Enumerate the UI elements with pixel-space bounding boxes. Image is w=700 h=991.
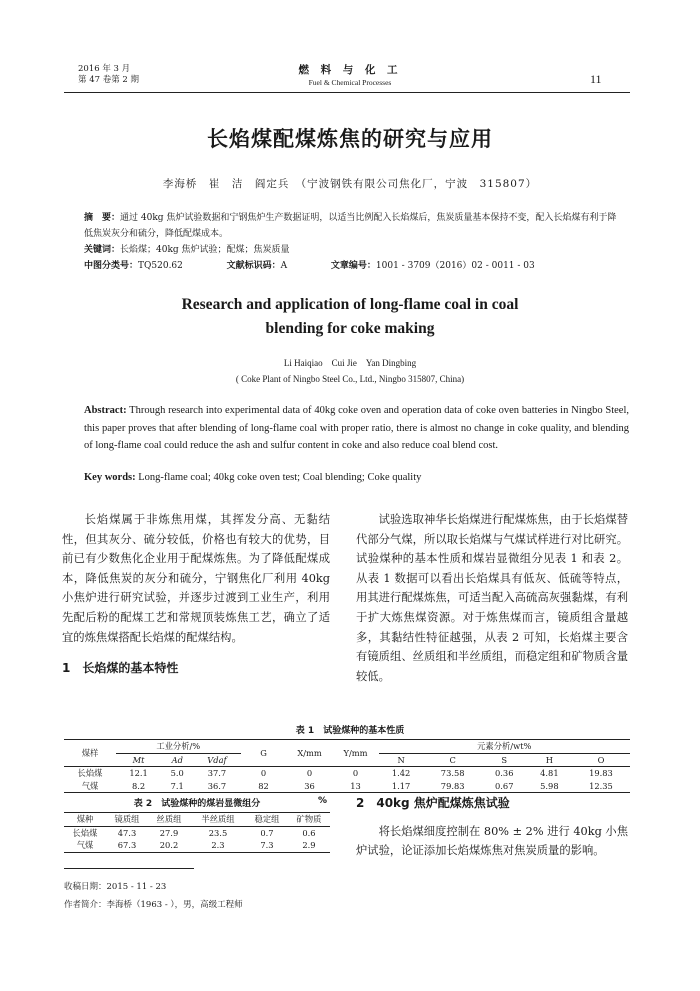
english-keywords <box>84 472 629 483</box>
doc-code-label: 文献标识码： <box>226 261 281 271</box>
english-keywords-label: Key words: <box>84 472 136 483</box>
english-abstract-text: Through research into experimental data of 40kg coke oven and operation data of coke oven batteries in Ningbo Steel, this paper proves that after blending of long-flame coal with proper ratio, there is almost no change in coke quality, and blending of long-flame coal could reduce the ash and sulfur content in coke and also reduce coal blend cost. <box>84 405 630 451</box>
table-cell: 12.1 <box>129 768 148 779</box>
t1-header-o: O <box>597 754 605 765</box>
abstract-cn-text: 通过 40kg 焦炉试验数据和宁钢焦炉生产数据证明，以适当比例配入长焰煤后，焦炭质量基本保持不变，配入长焰煤有利于降低焦炭灰分和硫分，降低配煤成本。 <box>84 213 617 239</box>
page-number: 11 <box>590 72 602 86</box>
english-title-line-2: blending for coke making <box>265 320 435 337</box>
table-cell: 0.36 <box>495 768 514 779</box>
table-cell: 13 <box>350 780 361 791</box>
t1-header-h: H <box>545 754 553 765</box>
t2-header-fusinite: 丝质组 <box>156 814 182 825</box>
t1-header-vdaf: Vdaf <box>207 754 227 765</box>
table-cell: 0 <box>306 768 313 779</box>
article-no-label: 文章编号： <box>330 261 376 271</box>
t2-header-mineral: 矿物质 <box>296 814 322 825</box>
table-cell: 27.9 <box>159 827 179 838</box>
table-cell: 气煤 <box>76 840 94 851</box>
table-cell: 23.5 <box>208 827 228 838</box>
t1-header-proximate: 工业分析/% <box>116 740 241 754</box>
table-cell: 2.3 <box>211 840 225 851</box>
table-row <box>64 826 330 839</box>
table-cell: 0.6 <box>302 827 316 838</box>
table-cell: 0 <box>352 768 359 779</box>
table-1 <box>64 739 630 793</box>
table-cell: 1.17 <box>391 780 411 791</box>
t1-header-ultimate: 元素分析/wt% <box>379 740 630 754</box>
keywords-cn: 长焰煤；40kg 焦炉试验；配煤；焦炭质量 <box>120 245 290 255</box>
table-2-unit: % <box>318 796 328 806</box>
english-title <box>0 293 700 341</box>
doc-code-value: A <box>280 261 288 271</box>
t2-header-exinite: 稳定组 <box>254 814 280 825</box>
clc-value: TQ520.62 <box>138 261 183 271</box>
abstract-cn-label: 摘 要： <box>84 213 121 223</box>
journal-name-en: Fuel & Chemical Processes <box>308 78 392 87</box>
table-cell: 长焰煤 <box>72 827 98 838</box>
english-abstract <box>84 402 629 455</box>
section-2-heading: 2 40kg 焦炉配煤炼焦试验 <box>356 796 510 810</box>
table-cell: 1.42 <box>391 768 411 779</box>
table-cell: 36.7 <box>207 780 227 791</box>
intro-paragraph: 长焰煤属于非炼焦用煤，其挥发分高、无黏结性，但其灰分、硫分较低，价格也有较大的优势，目前已有少数焦化企业用于配煤炼焦。为了降低配煤成本，降低焦炭的灰分和硫分，宁钢焦化厂利用 40kg 小焦炉进行研究试验，并逐步过渡到工业生产，利用先配后粉的配煤工艺和常规顶装炼焦工艺，确立了适宜的炼焦煤搭配长焰煤的配煤结构。 <box>62 513 330 644</box>
table-row <box>64 767 630 780</box>
coal-properties-paragraph: 试验选取神华长焰煤进行配煤炼焦，由于长焰煤替代部分气煤，所以取长焰煤与气煤试样进行对比研究。试验煤种的基本性质和煤岩显微组分见表 1 和表 2。从表 1 数据可以看出长焰煤具有低灰、低硫等特点，用其进行配煤炼焦，可适当配入高硫高灰强黏煤，有利于扩大炼焦煤资源。对于炼焦煤而言，镜质组含量越多，其黏结性特征越强，从表 2 可知，长焰煤主要含有镜质组、丝质组和半丝质组，而稳定组和矿物质含量较低。 <box>356 513 628 683</box>
table-cell: 0.67 <box>495 780 514 791</box>
journal-name-cn: 燃 料 与 化 工 <box>298 64 402 76</box>
table-cell: 20.2 <box>159 840 179 851</box>
abstract-cn <box>84 210 624 274</box>
table-2-caption: 表 2 试验煤种的煤岩显微组分 <box>133 799 261 809</box>
table-2-caption-row <box>64 796 330 809</box>
table-2 <box>64 812 330 853</box>
table-cell: 8.2 <box>131 780 146 791</box>
table-cell: 19.83 <box>589 768 613 779</box>
t1-header-g: G <box>241 740 287 767</box>
section-1-heading: 1 长焰煤的基本特性 <box>62 661 179 676</box>
author-bio: 作者简介：李海桥（1963 - ），男，高级工程师 <box>64 900 243 910</box>
t2-header-vitrinite: 镜质组 <box>114 814 140 825</box>
table-cell: 5.0 <box>170 768 184 779</box>
t1-header-ad: Ad <box>171 754 183 765</box>
t1-header-y: Y/mm <box>333 740 379 767</box>
english-abstract-label: Abstract: <box>84 405 127 416</box>
header-rule <box>64 92 630 93</box>
table-cell: 7.1 <box>170 780 184 791</box>
body-left-column <box>62 510 330 679</box>
table-row <box>64 839 330 852</box>
body-right-column <box>356 510 628 686</box>
footnote-rule <box>64 868 194 869</box>
keywords-cn-label: 关键词： <box>84 245 121 255</box>
table-cell: 7.3 <box>260 840 274 851</box>
table-cell: 79.83 <box>440 780 465 791</box>
table-cell: 气煤 <box>81 780 99 791</box>
english-title-line-1: Research and application of long-flame coal in coal <box>181 296 519 313</box>
article-authors: 李海桥 崔 洁 阎定兵 （宁波钢铁有限公司焦化厂，宁波 315807） <box>162 178 538 190</box>
section-2-paragraph: 将长焰煤细度控制在 80% ± 2% 进行 40kg 小焦炉试验，论证添加长焰煤炼焦对焦炭质量的影响。 <box>356 824 628 858</box>
table-cell: 37.7 <box>207 768 227 779</box>
table-cell: 2.9 <box>302 840 316 851</box>
clc-label: 中图分类号： <box>84 261 139 271</box>
table-cell: 73.58 <box>440 768 465 779</box>
table-row <box>64 780 630 793</box>
english-affiliation: ( Coke Plant of Ningbo Steel Co., Ltd., Ningbo 315807, China) <box>235 374 465 384</box>
issue-date: 2016 年 3 月 <box>78 64 131 74</box>
t1-header-n: N <box>397 754 405 765</box>
received-date: 收稿日期：2015 - 11 - 23 <box>64 882 167 892</box>
t1-header-s: S <box>501 754 508 765</box>
article-title: 长焰煤配煤炼焦的研究与应用 <box>207 127 493 151</box>
table-cell: 4.81 <box>540 768 559 779</box>
table-cell: 36 <box>304 780 315 791</box>
article-no-value: 1001 - 3709（2016）02 - 0011 - 03 <box>375 261 535 271</box>
table-cell: 长焰煤 <box>77 768 103 779</box>
english-authors: Li Haiqiao Cui Jie Yan Dingbing <box>283 358 417 368</box>
table-cell: 12.35 <box>589 780 613 791</box>
section-2-block <box>356 794 628 861</box>
table-cell: 0.7 <box>260 827 274 838</box>
t1-header-mt: Mt <box>132 754 145 765</box>
t1-header-x: X/mm <box>287 740 333 767</box>
t2-header-semifusinite: 半丝质组 <box>201 814 235 825</box>
table-cell: 67.3 <box>117 840 137 851</box>
english-keywords-text: Long-flame coal; 40kg coke oven test; Coal blending; Coke quality <box>138 472 422 483</box>
table-1-caption: 表 1 试验煤种的基本性质 <box>295 726 405 736</box>
table-cell: 47.3 <box>117 827 137 838</box>
table-cell: 5.98 <box>540 780 559 791</box>
t1-header-c: C <box>449 754 456 765</box>
issue-volume: 第 47 卷第 2 期 <box>78 75 140 85</box>
t2-header-coal: 煤种 <box>76 814 94 825</box>
table-cell: 82 <box>258 780 269 791</box>
table-cell: 0 <box>260 768 267 779</box>
footnotes <box>64 878 243 914</box>
t1-header-coal: 煤样 <box>64 740 116 767</box>
